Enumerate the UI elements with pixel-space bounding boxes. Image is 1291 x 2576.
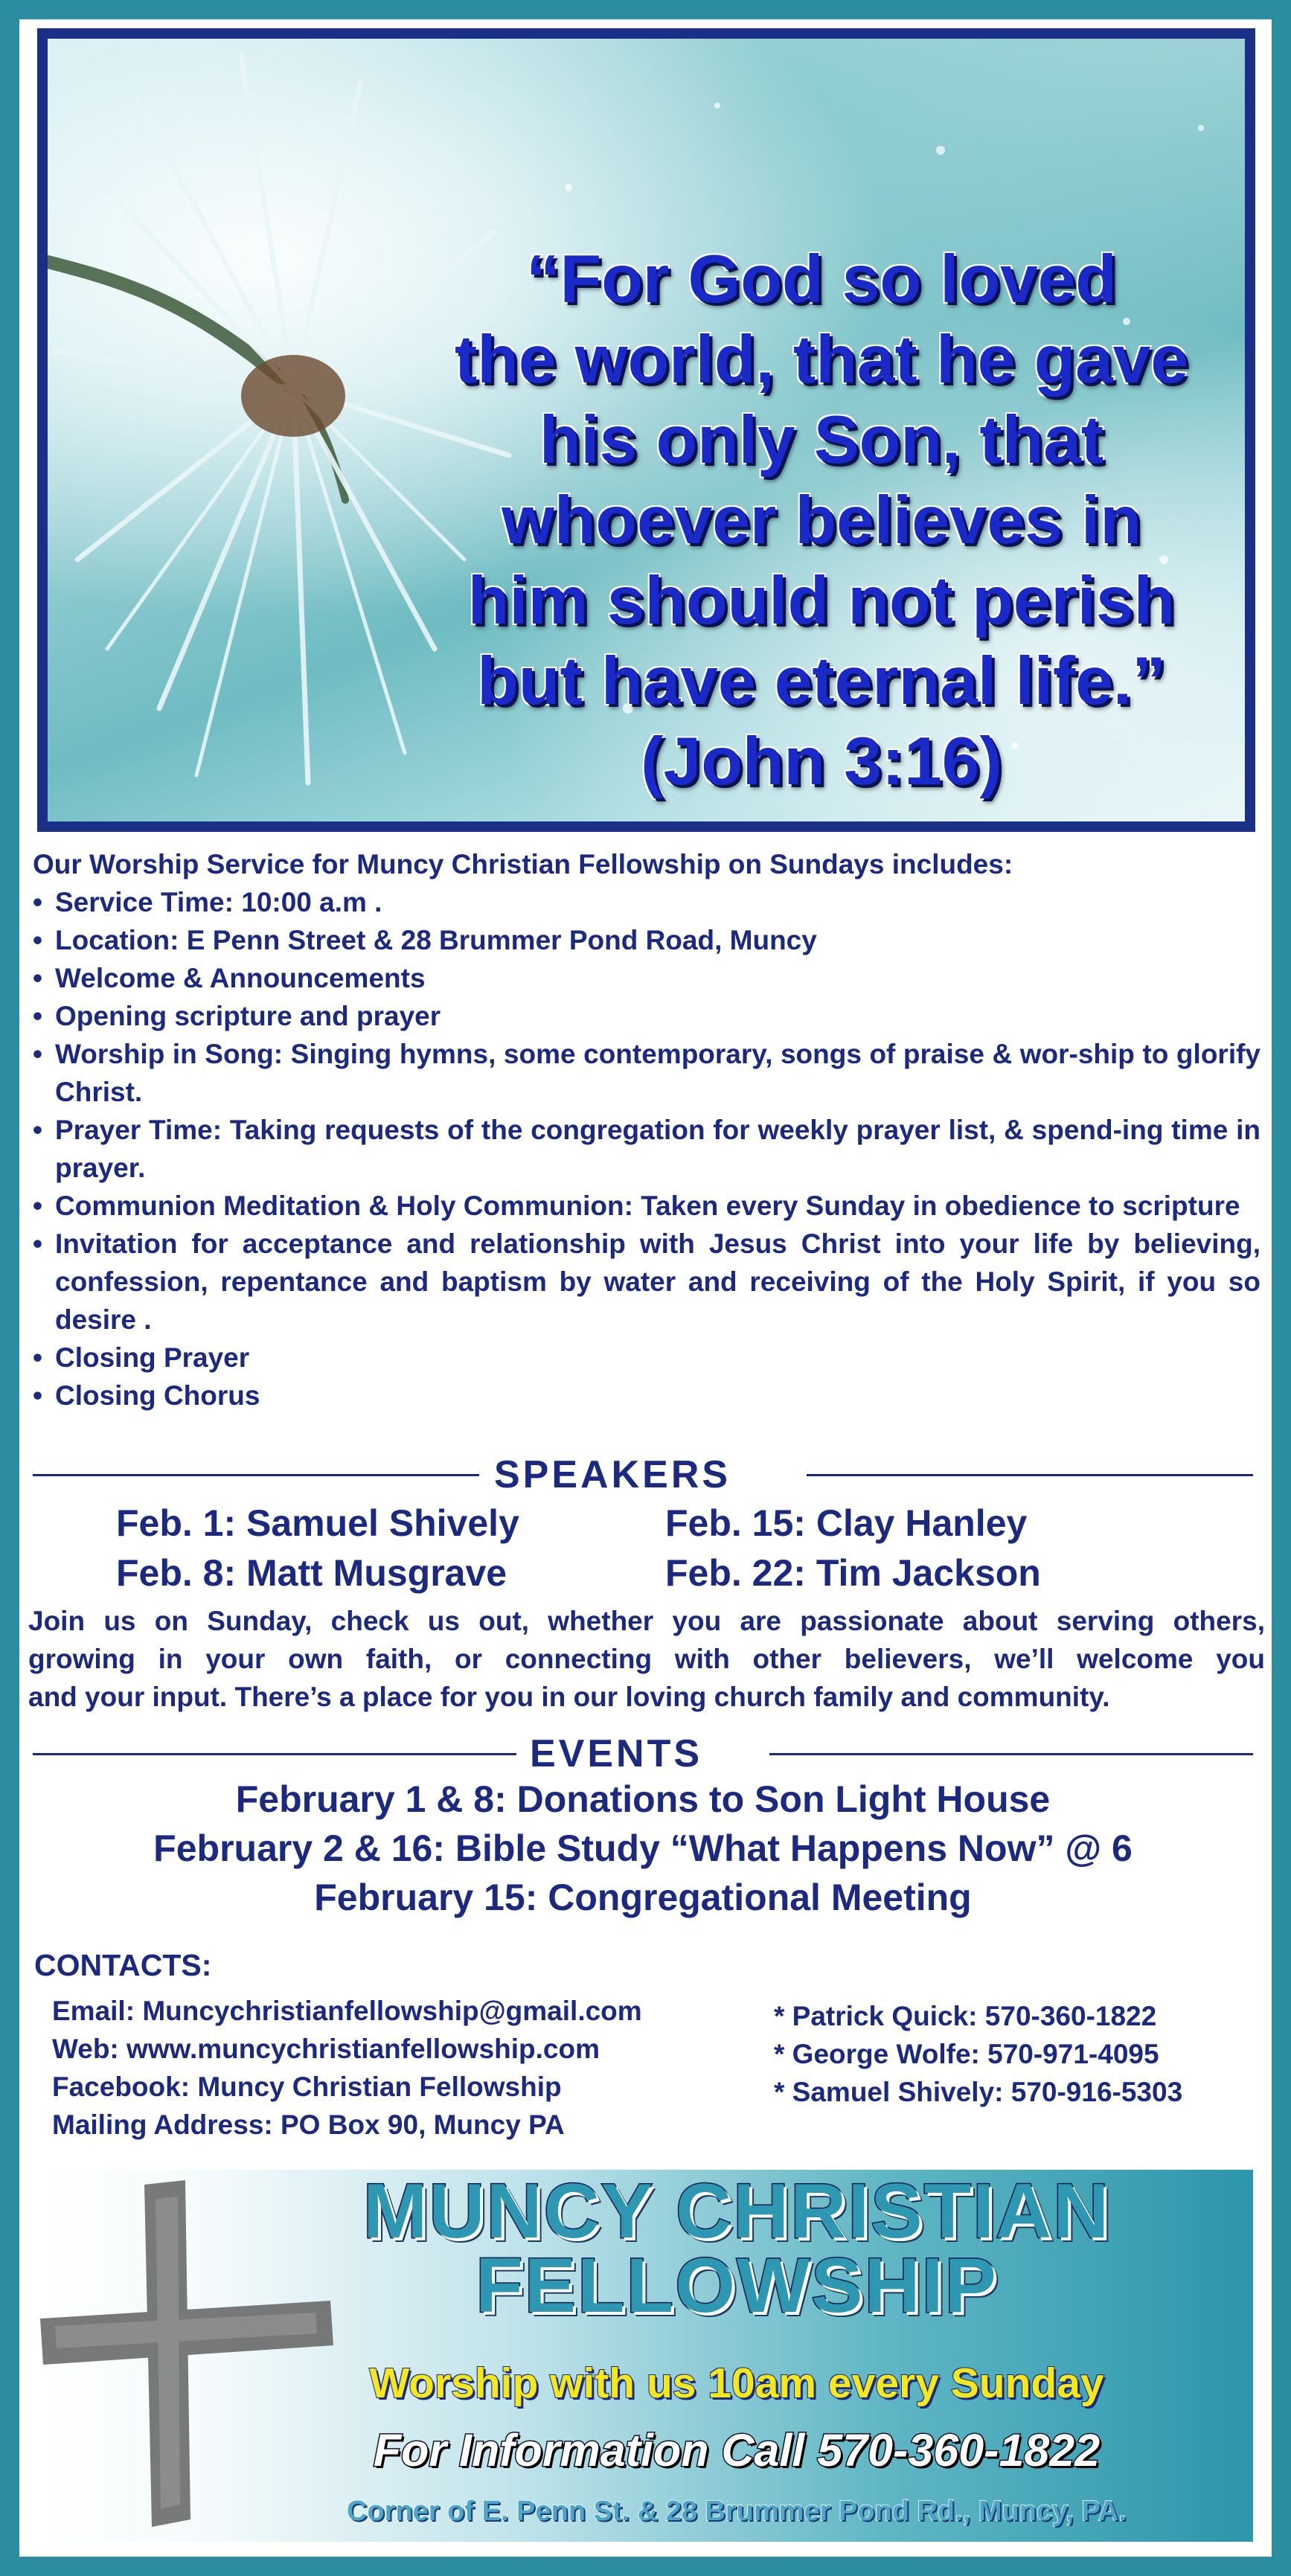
contact-email[interactable]: Email: Muncychristianfellowship@gmail.com bbox=[52, 1996, 642, 2026]
events-divider bbox=[33, 1731, 1253, 1776]
divider-line bbox=[769, 1753, 1253, 1755]
divider-line bbox=[33, 1753, 516, 1755]
quote-line: whoever believes in bbox=[502, 483, 1141, 558]
speaker-item: Feb. 15: Clay Hanley bbox=[665, 1502, 1028, 1544]
contact-phones bbox=[774, 1997, 1182, 2111]
join-line: and your input. There’s a place for you in our loving church family and community. bbox=[28, 1682, 1110, 1712]
join-line: Join us on Sunday, check us out, whether you are passionate about serving others, bbox=[28, 1606, 1265, 1636]
event-item: February 1 & 8: Donations to Son Light House bbox=[235, 1778, 1051, 1820]
quote-line: but have eternal life.” bbox=[477, 644, 1166, 719]
church-address: Corner of E. Penn St. & 28 Brummer Pond Rd., Muncy, PA. bbox=[347, 2496, 1127, 2527]
worship-service-section bbox=[33, 845, 1260, 1414]
events-heading: EVENTS bbox=[530, 1732, 703, 1775]
list-item: • Location: E Penn Street & 28 Brummer Pond Road, Muncy bbox=[33, 921, 1260, 959]
worship-intro: Our Worship Service for Muncy Christian Fellowship on Sundays includes: bbox=[33, 849, 1013, 880]
list-item: • Opening scripture and prayer bbox=[33, 997, 1260, 1035]
contact-web[interactable]: Web: www.muncychristianfellowship.com bbox=[52, 2034, 600, 2064]
phone-item: * Samuel Shively: 570-916-5303 bbox=[774, 2077, 1183, 2107]
speakers-heading: SPEAKERS bbox=[494, 1453, 731, 1496]
contacts-list bbox=[52, 1992, 642, 2144]
contacts-heading: CONTACTS: bbox=[34, 1948, 212, 1982]
join-line: growing in your own faith, or connecting with other believers, we’ll welcome you bbox=[28, 1644, 1265, 1674]
speaker-item: Feb. 1: Samuel Shively bbox=[116, 1502, 519, 1544]
list-item: • Invitation for acceptance and relationship with Jesus Christ into your life by believing, confession, repentance and baptism by water and receiving of the Holy Spirit, if you so desire . bbox=[33, 1225, 1260, 1339]
event-item: February 15: Congregational Meeting bbox=[314, 1877, 972, 1918]
scripture-quote bbox=[360, 240, 1255, 802]
list-item: • Worship in Song: Singing hymns, some contemporary, songs of praise & wor-ship to glorify Christ. bbox=[33, 1035, 1260, 1111]
list-item: • Prayer Time: Taking requests of the congregation for weekly prayer list, & spend-ing time in prayer. bbox=[33, 1111, 1260, 1187]
list-item: • Service Time: 10:00 a.m . bbox=[33, 883, 1260, 921]
quote-reference: (John 3:16) bbox=[641, 724, 1002, 799]
hero-image bbox=[37, 28, 1255, 832]
divider-line bbox=[33, 1474, 479, 1476]
speaker-item: Feb. 8: Matt Musgrave bbox=[116, 1552, 507, 1594]
list-item: • Communion Meditation & Holy Communion: Taken every Sunday in obedience to scripture bbox=[33, 1187, 1260, 1225]
speaker-item: Feb. 22: Tim Jackson bbox=[665, 1552, 1041, 1594]
contact-mailing-address: Mailing Address: PO Box 90, Muncy PA bbox=[52, 2109, 565, 2140]
contact-facebook: Facebook: Muncy Christian Fellowship bbox=[52, 2072, 562, 2102]
phone-item: * George Wolfe: 570-971-4095 bbox=[774, 2039, 1159, 2069]
info-phone-line: For Information Call 570-360-1822 bbox=[373, 2425, 1101, 2476]
quote-line: his only Son, that bbox=[539, 403, 1104, 478]
join-us-paragraph bbox=[28, 1602, 1265, 1716]
list-item: • Closing Chorus bbox=[33, 1377, 1260, 1414]
quote-line: “For God so loved bbox=[526, 242, 1117, 317]
worship-list bbox=[33, 883, 1260, 1414]
worship-time-tagline: Worship with us 10am every Sunday bbox=[369, 2359, 1104, 2407]
church-name bbox=[216, 2168, 1258, 2329]
list-item: • Welcome & Announcements bbox=[33, 959, 1260, 997]
church-name-line2: FELLOWSHIP bbox=[475, 2243, 998, 2329]
quote-line: him should not perish bbox=[467, 563, 1176, 638]
church-name-line1: MUNCY CHRISTIAN bbox=[362, 2168, 1111, 2255]
list-item: • Closing Prayer bbox=[33, 1339, 1260, 1377]
speakers-divider bbox=[33, 1452, 1253, 1497]
events-list bbox=[33, 1775, 1253, 1922]
event-item: February 2 & 16: Bible Study “What Happens Now” @ 6 bbox=[153, 1827, 1133, 1869]
divider-line bbox=[807, 1474, 1253, 1476]
phone-item: * Patrick Quick: 570-360-1822 bbox=[774, 2001, 1157, 2031]
quote-line: the world, that he gave bbox=[455, 322, 1188, 397]
